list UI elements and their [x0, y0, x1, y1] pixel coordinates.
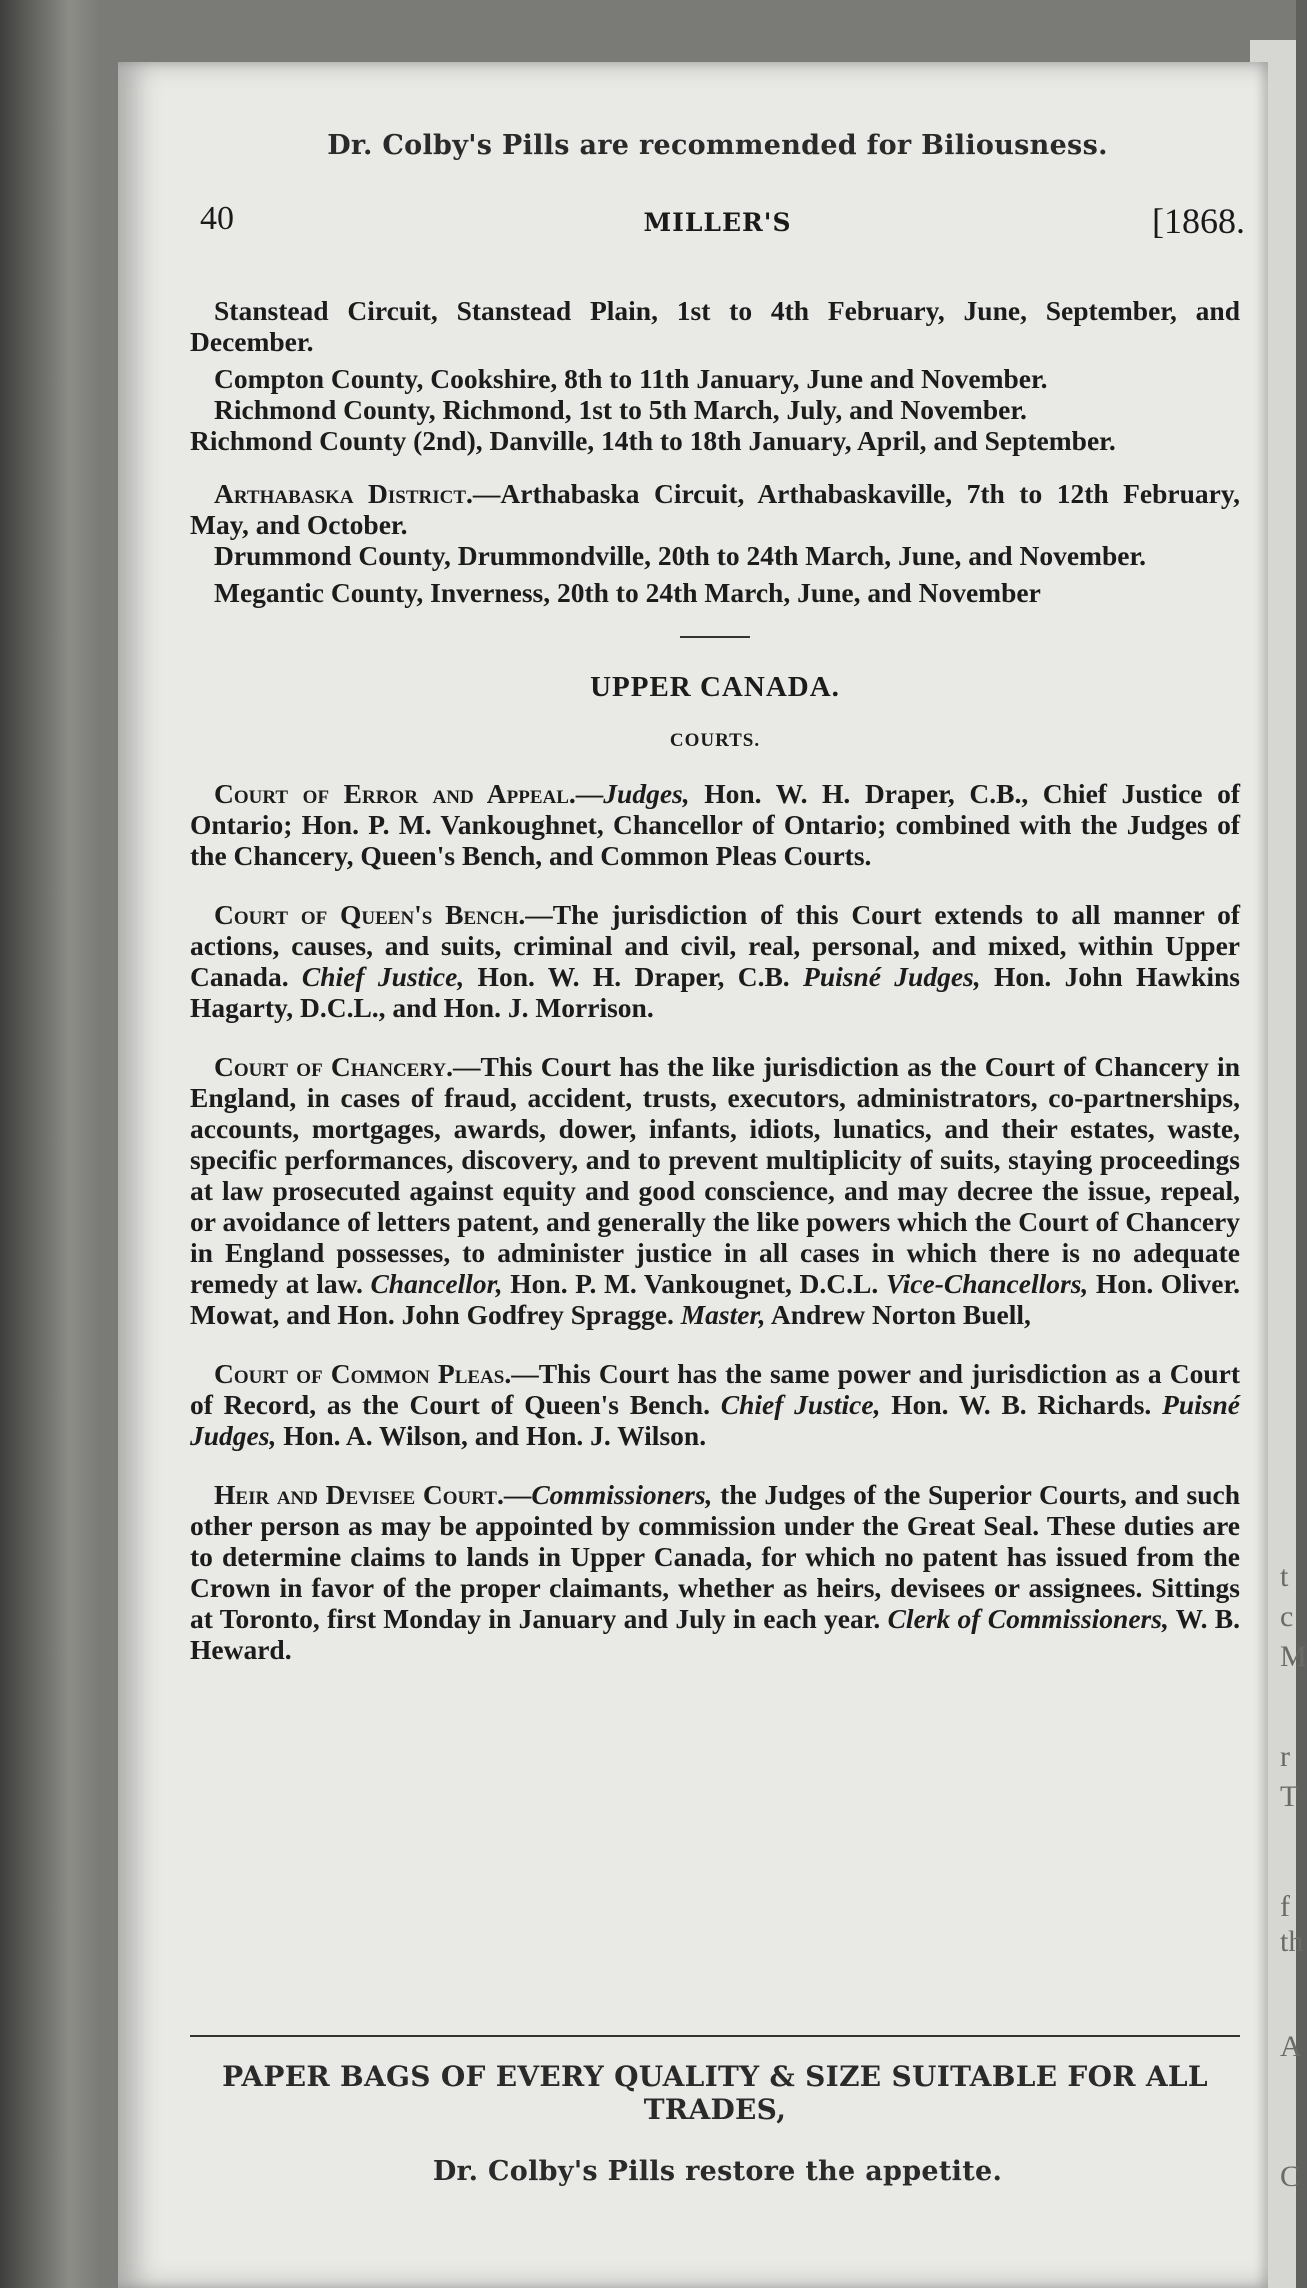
edge-fragment: r: [1280, 1740, 1290, 1773]
paragraph-drummond: Drummond County, Drummondville, 20th to 24th March, June, and November.: [214, 540, 1147, 571]
edge-fragment: f: [1280, 1890, 1290, 1923]
footer-advertisement-paper-bags: PAPER BAGS OF EVERY QUALITY & SIZE SUITABLE FOR ALL TRADES,: [222, 2060, 1208, 2126]
paragraph-richmond-2nd: Richmond County (2nd), Danville, 14th to 18th January, April, and September.: [190, 425, 1116, 456]
paragraph-compton: Compton County, Cookshire, 8th to 11th January, June and November.: [214, 363, 1048, 394]
court-label: Court of Common Pleas.: [214, 1358, 512, 1389]
court-chancery: Court of Chancery.—This Court has the like jurisdiction as the Court of Chancery in England, in cases of fraud, accident, trusts, executors, administrators, co-partnerships, accounts, mortgages, awards, dower, infants, idiots, lunatics, and their estates, waste, specific performances, discovery, and to prevent multiplicity of suits, staying proceedings at law prosecuted against equity and good conscience, and may decree the issue, repeal, or avoidance of letters patent, and generally the like powers which the Court of Chancery in England possesses, to administer justice in all cases in which there is no adequate remedy at law. Chancellor, Hon. P. M. Vankougnet, D.C.L. Vice-Chancellors, Hon. Oliver. Mowat, and Hon. John Godfrey Spragge. Master, Andrew Norton Buell,: [190, 1051, 1240, 1330]
court-label: Court of Error and Appeal.: [214, 778, 576, 809]
courts-heading: COURTS.: [669, 730, 761, 751]
court-common-pleas: Court of Common Pleas.—This Court has the same power and jurisdiction as a Court of Record, as the Court of Queen's Bench. Chief Justice, Hon. W. B. Richards. Puisné Judges, Hon. A. Wilson, and Hon. J. Wilson.: [190, 1358, 1240, 1451]
edge-fragment: M: [1280, 1640, 1307, 1673]
paragraph-arthabaska: Arthabaska District.—Arthabaska Circuit, Arthabaskaville, 7th to 12th February, May, and October.: [190, 478, 1240, 540]
paragraph-richmond: Richmond County, Richmond, 1st to 5th March, July, and November.: [214, 394, 1027, 425]
court-label: Court of Chancery.: [214, 1051, 454, 1082]
page-number: 40: [200, 200, 234, 237]
section-title: UPPER CANADA.: [590, 671, 840, 703]
edge-fragment: A: [1280, 2030, 1302, 2063]
edge-fragment: th: [1280, 1925, 1304, 1958]
footer-advertisement-pills: Dr. Colby's Pills restore the appetite.: [432, 2156, 1003, 2187]
header-advertisement: Dr. Colby's Pills are recommended for Biliousness.: [327, 130, 1108, 161]
edge-fragment: C: [1280, 2160, 1301, 2193]
edge-fragment: T: [1280, 1780, 1299, 1813]
district-label: Arthabaska District.: [214, 478, 473, 509]
paragraph-stanstead: Stanstead Circuit, Stanstead Plain, 1st to 4th February, June, September, and December.: [190, 295, 1240, 357]
court-queens-bench: Court of Queen's Bench.—The jurisdiction of this Court extends to all manner of actions, causes, and suits, criminal and civil, real, personal, and mixed, within Upper Canada. Chief Justice, Hon. W. H. Draper, C.B. Puisné Judges, Hon. John Hawkins Hagarty, D.C.L., and Hon. J. Morrison.: [190, 899, 1240, 1023]
court-label: Court of Queen's Bench.: [214, 899, 526, 930]
edge-fragment: c: [1280, 1600, 1294, 1633]
paragraph-megantic: Megantic County, Inverness, 20th to 24th March, June, and November: [214, 577, 1041, 608]
running-head: [190, 200, 1245, 250]
section-divider: [680, 636, 750, 638]
court-error-appeal: Court of Error and Appeal.—Judges, Hon. W. H. Draper, C.B., Chief Justice of Ontario; Hon. P. M. Vankoughnet, Chancellor of Ontario; combined with the Judges of the Chancery, Queen's Bench, and Common Pleas Courts.: [190, 778, 1240, 871]
edge-fragment: t: [1280, 1560, 1289, 1593]
publication-name: MILLER'S: [643, 208, 792, 237]
body-text: [190, 295, 1240, 1665]
footer-rule: [190, 2035, 1240, 2037]
court-heir-devisee: Heir and Devisee Court.—Commissioners, the Judges of the Superior Courts, and such other person as may be appointed by commission under the Great Seal. These duties are to determine claims to lands in Upper Canada, for which no patent has issued from the Crown in favor of the proper claimants, whether as heirs, devisees or assignees. Sittings at Toronto, first Monday in January and July in each year. Clerk of Commissioners, W. B. Heward.: [190, 1479, 1240, 1665]
year-label: [1868.: [1152, 201, 1245, 241]
court-label: Heir and Devisee Court.: [214, 1479, 504, 1510]
